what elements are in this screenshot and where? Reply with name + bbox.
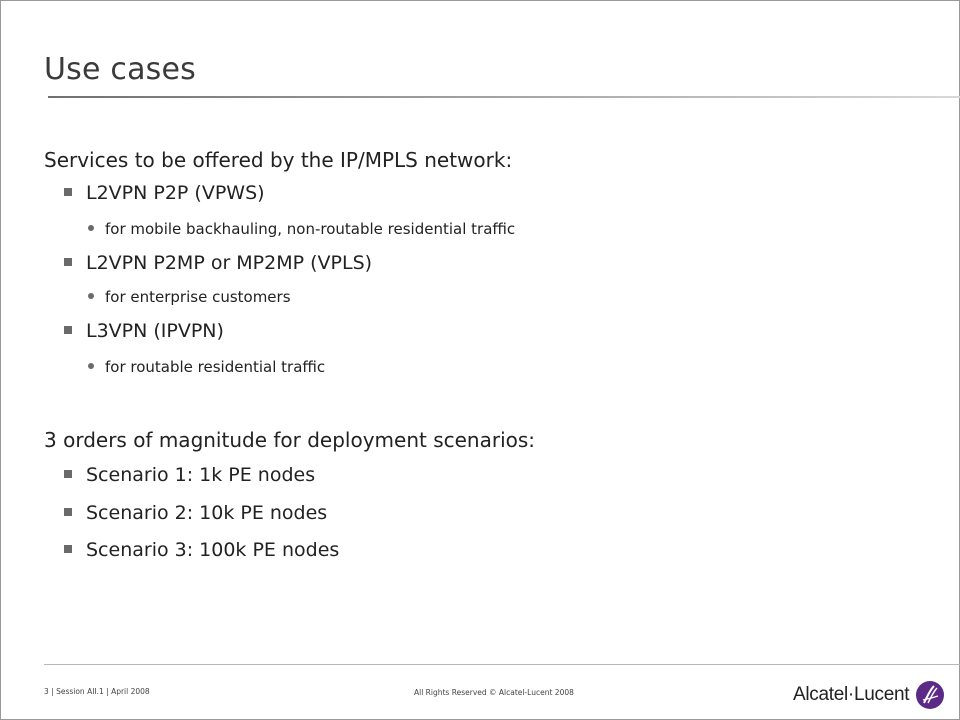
- bullet-label: L3VPN (IPVPN): [86, 320, 224, 342]
- dot-bullet-icon: [88, 363, 94, 369]
- sub-bullet-item: [88, 358, 325, 376]
- title-divider: [48, 96, 960, 98]
- footer-copyright: All Rights Reserved © Alcatel-Lucent 2008: [414, 688, 574, 697]
- bullet-label: L2VPN P2MP or MP2MP (VPLS): [86, 252, 373, 274]
- square-bullet-icon: [64, 545, 72, 553]
- square-bullet-icon: [64, 326, 72, 334]
- logo-wordmark: Alcatel·Lucent: [793, 684, 910, 705]
- footer-divider: [44, 664, 960, 665]
- section-heading-scenarios: 3 orders of magnitude for deployment scenarios:: [44, 428, 536, 452]
- bullet-item: [64, 502, 327, 524]
- bullet-item: [64, 539, 339, 561]
- square-bullet-icon: [64, 258, 72, 266]
- slide-title: Use cases: [44, 52, 196, 87]
- footer-page-info: 3 | Session AII.1 | April 2008: [44, 687, 150, 696]
- bullet-item: [64, 320, 224, 342]
- sub-bullet-label: for enterprise customers: [105, 288, 291, 306]
- square-bullet-icon: [64, 188, 72, 196]
- sub-bullet-item: [88, 288, 291, 306]
- sub-bullet-label: for mobile backhauling, non-routable residential traffic: [105, 220, 516, 238]
- bullet-item: [64, 464, 315, 486]
- sub-bullet-label: for routable residential traffic: [105, 358, 326, 376]
- dot-bullet-icon: [88, 225, 94, 231]
- bullet-label: Scenario 3: 100k PE nodes: [86, 539, 340, 561]
- square-bullet-icon: [64, 508, 72, 516]
- company-logo: [793, 680, 945, 710]
- section-heading-services: Services to be offered by the IP/MPLS network:: [44, 148, 513, 172]
- bullet-item: [64, 252, 372, 274]
- square-bullet-icon: [64, 470, 72, 478]
- dot-bullet-icon: [88, 293, 94, 299]
- bullet-label: Scenario 1: 1k PE nodes: [86, 464, 316, 486]
- bullet-label: L2VPN P2P (VPWS): [86, 182, 265, 204]
- sub-bullet-item: [88, 220, 515, 238]
- logo-circle-icon: [915, 680, 945, 710]
- bullet-item: [64, 182, 265, 204]
- bullet-label: Scenario 2: 10k PE nodes: [86, 502, 328, 524]
